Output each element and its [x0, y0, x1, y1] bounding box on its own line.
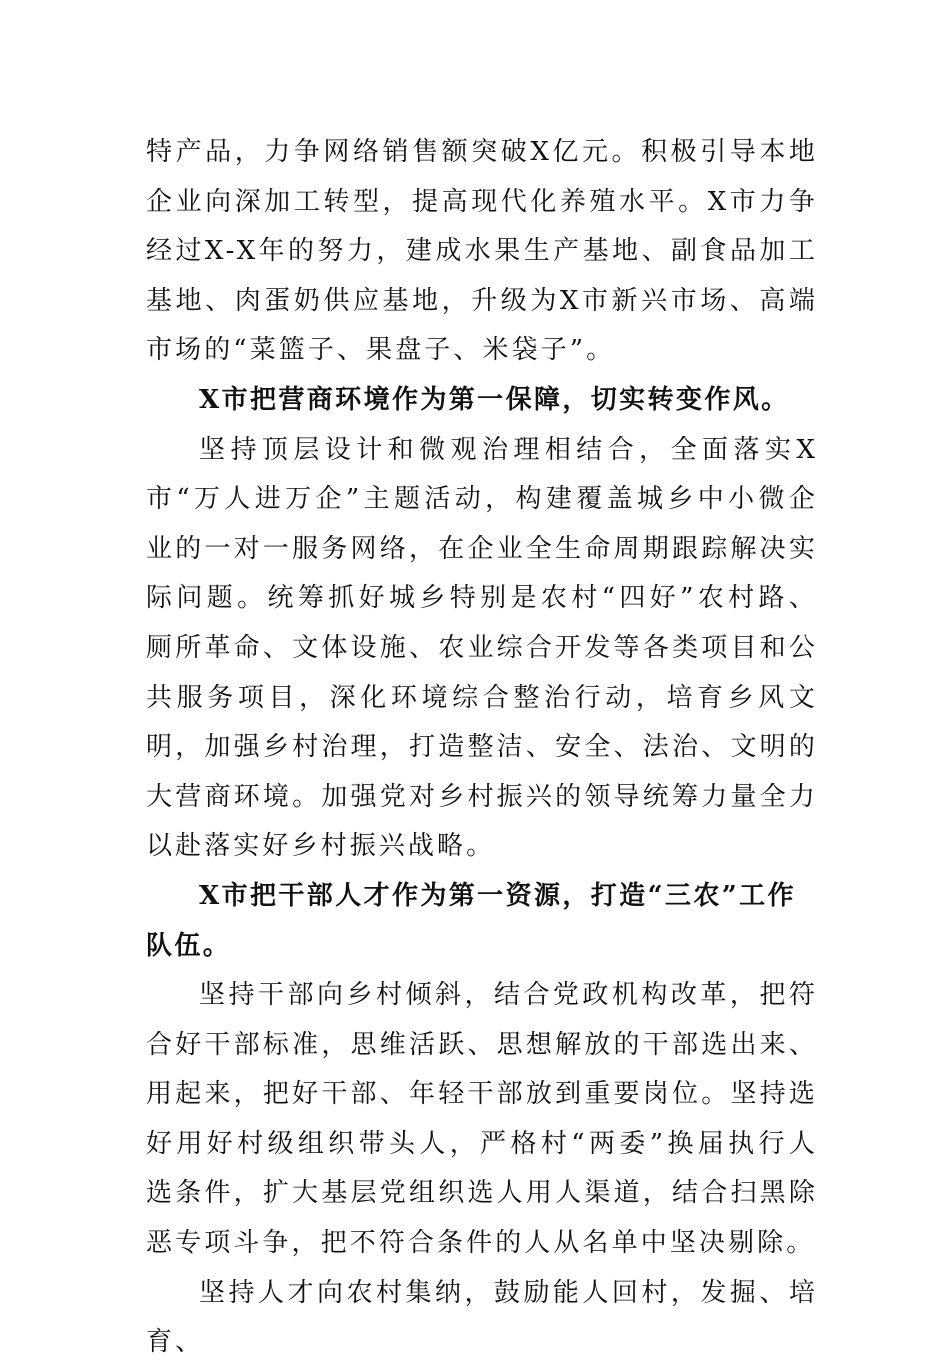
- paragraph-business-environment: 坚持顶层设计和微观治理相结合，全面落实X市“万人进万企”主题活动，构建覆盖城乡中小微企业的一对一服务网络，在企业全生命周期跟踪解决实际问题。统筹抓好城乡特别是农村“四好”农村路、厕所革命、文体设施、农业综合开发等各类项目和公共服务项目，深化环境综合整治行动，培育乡风文明，加强乡村治理，打造整洁、安全、法治、文明的大营商环境。加强党对乡村振兴的领导统筹力量全力以赴落实好乡村振兴战略。: [146, 434, 818, 862]
- section-heading-business-environment: X市把营商环境作为第一保障，切实转变作风。: [199, 384, 790, 415]
- paragraph-cadres: 坚持干部向乡村倾斜，结合党政机构改革，把符合好干部标准，思维活跃、思想解放的干部选出来、用起来，把好干部、年轻干部放到重要岗位。坚持选好用好村级组织带头人，严格村“两委”换届执行人选条件，扩大基层党组织选人用人渠道，结合扫黑除恶专项斗争，把不符合条件的人从名单中坚决剔除。: [146, 980, 818, 1259]
- paragraph-continuation: 特产品，力争网络销售额突破X亿元。积极引导本地企业向深加工转型，提高现代化养殖水平。X市力争经过X-X年的努力，建成水果生产基地、副食品加工基地、肉蛋奶供应基地，升级为X市新兴市场、高端市场的“菜篮子、果盘子、米袋子”。: [146, 137, 818, 366]
- document-body: [146, 128, 818, 1368]
- section-heading-talent: X市把干部人才作为第一资源，打造“三农”工作队伍。: [146, 880, 796, 961]
- paragraph-talent-partial: 坚持人才向农村集纳，鼓励能人回村，发掘、培育、: [146, 1277, 818, 1358]
